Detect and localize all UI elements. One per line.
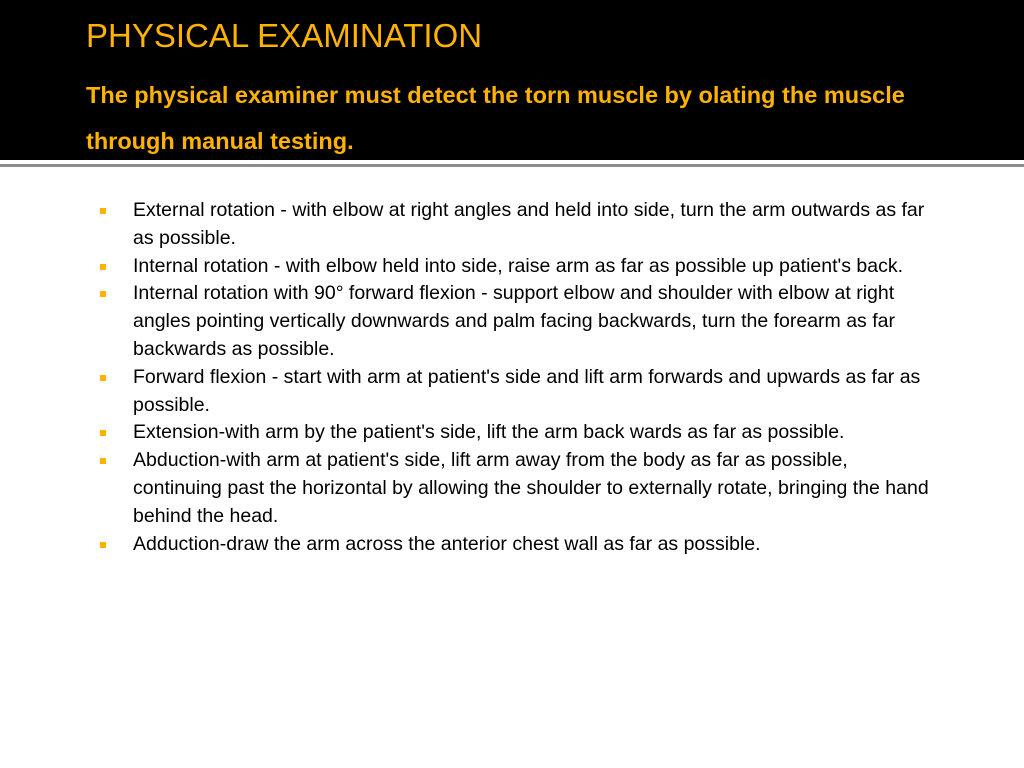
bullet-item	[98, 419, 938, 447]
square-bullet-icon	[100, 542, 106, 548]
square-bullet-icon	[100, 375, 106, 381]
bullet-text: Internal rotation - with elbow held into side, raise arm as far as possible up patient's back.	[133, 254, 904, 277]
bullet-text: Extension-with arm by the patient's side, lift the arm back wards as far as possible.	[133, 421, 845, 444]
square-bullet-icon	[100, 291, 106, 297]
bullet-list	[98, 197, 938, 558]
bullet-item	[98, 364, 938, 420]
square-bullet-icon	[100, 458, 106, 464]
bullet-text: External rotation - with elbow at right angles and held into side, turn the arm outwards as far as possible.	[133, 199, 925, 249]
bullet-item	[98, 253, 938, 281]
square-bullet-icon	[100, 430, 106, 436]
bullet-text: Forward flexion - start with arm at patient's side and lift arm forwards and upwards as far as possible.	[133, 365, 921, 416]
bullet-text: Adduction-draw the arm across the anterior chest wall as far as possible.	[133, 532, 761, 555]
square-bullet-icon	[100, 264, 106, 270]
bullet-item	[98, 531, 938, 559]
bullet-item	[98, 197, 938, 253]
header-divider	[0, 164, 1024, 167]
bullet-text: Abduction-with arm at patient's side, lift arm away from the body as far as possible, continuing past the horizontal by allowing the shoulder to externally rotate, bringing the hand behind the head.	[133, 449, 929, 527]
bullet-item	[98, 280, 938, 363]
bullet-text: Internal rotation with 90° forward flexion - support elbow and shoulder with elbow at right angles pointing vertically downwards and palm facing backwards, turn the forearm as far backwards as possible.	[133, 282, 895, 360]
slide-title: PHYSICAL EXAMINATION	[86, 17, 483, 54]
slide-header	[0, 0, 1024, 160]
slide-subtitle: The physical examiner must detect the torn muscle by olating the muscle through manual testing.	[86, 82, 905, 154]
bullet-item	[98, 447, 938, 530]
square-bullet-icon	[100, 208, 106, 214]
